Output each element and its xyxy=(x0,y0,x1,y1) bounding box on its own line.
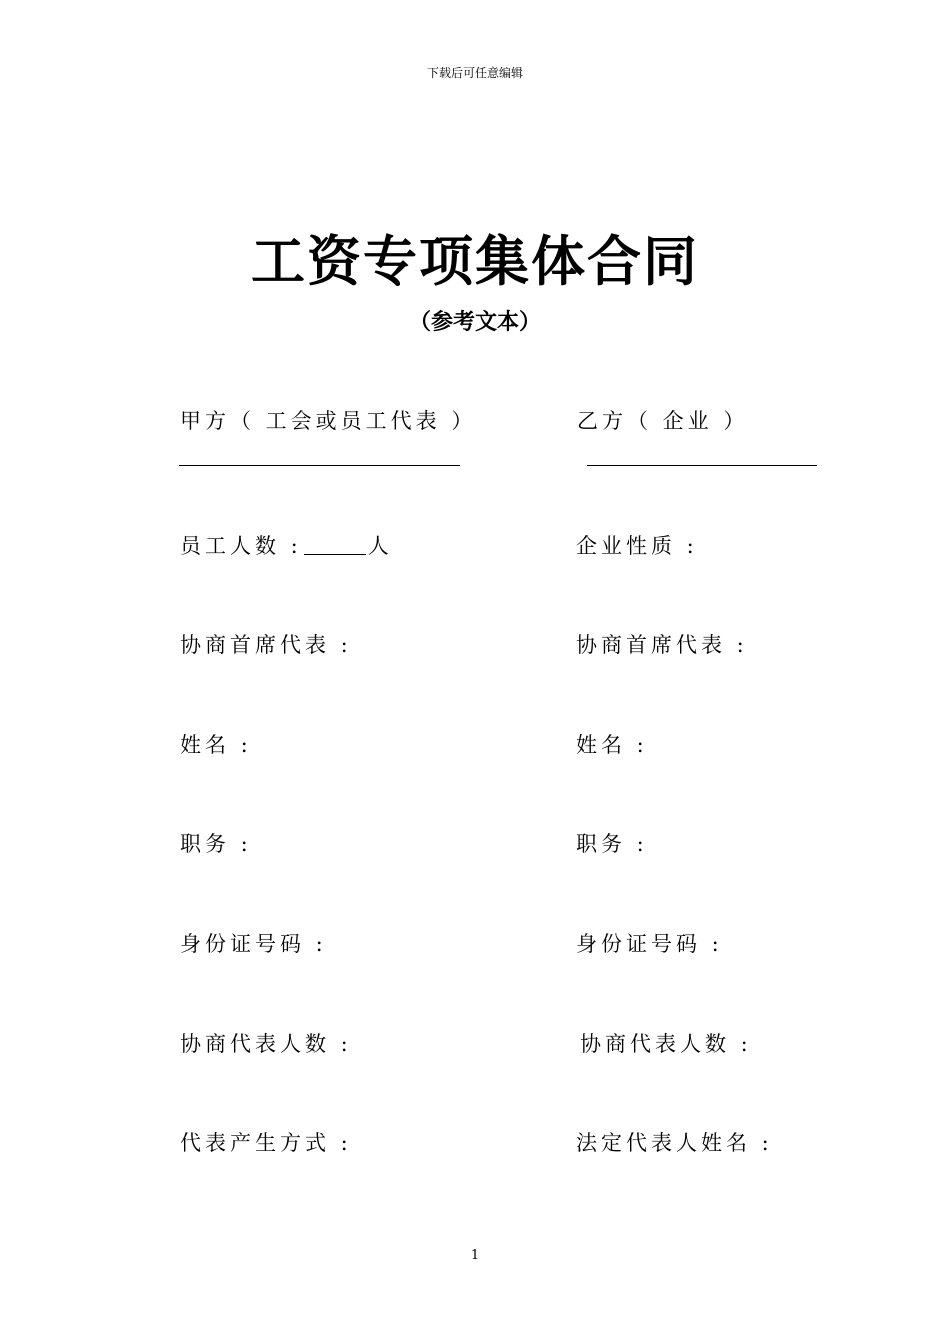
legal-rep-name-label: 法定代表人姓名 : xyxy=(576,1131,773,1155)
enterprise-nature-label: 企业性质 : xyxy=(576,534,698,558)
employee-count-blank xyxy=(304,534,366,555)
employee-count-field xyxy=(180,531,393,561)
party-b-position-label: 职务 : xyxy=(576,832,648,856)
party-b-id-number-label: 身份证号码 : xyxy=(576,932,723,956)
party-b-rep-count-label: 协商代表人数 : xyxy=(580,1032,752,1056)
party-a-name-label: 姓名 : xyxy=(180,733,252,757)
party-a-chief-rep-label: 协商首席代表 : xyxy=(180,633,352,657)
page-number: 1 xyxy=(470,1248,480,1263)
party-a-id-number-label: 身份证号码 : xyxy=(180,932,327,956)
party-a-heading: 甲方（ 工会或员工代表 ） xyxy=(180,409,477,433)
header-note: 下载后可任意编辑 xyxy=(426,66,523,80)
employee-count-unit: 人 xyxy=(367,534,393,558)
party-b-chief-rep-label: 协商首席代表 : xyxy=(576,633,748,657)
document-title: 工资专项集体合同 xyxy=(251,229,699,293)
employee-count-label: 员工人数 : xyxy=(180,534,302,558)
party-b-signature-line xyxy=(587,465,817,466)
party-a-rep-selection-label: 代表产生方式 : xyxy=(180,1131,352,1155)
party-a-position-label: 职务 : xyxy=(180,832,252,856)
party-a-signature-line xyxy=(179,465,460,466)
party-b-name-label: 姓名 : xyxy=(576,733,648,757)
document-subtitle: （参考文本） xyxy=(408,309,541,335)
party-a-rep-count-label: 协商代表人数 : xyxy=(180,1032,352,1056)
party-b-heading: 乙方（ 企业 ） xyxy=(577,409,749,433)
